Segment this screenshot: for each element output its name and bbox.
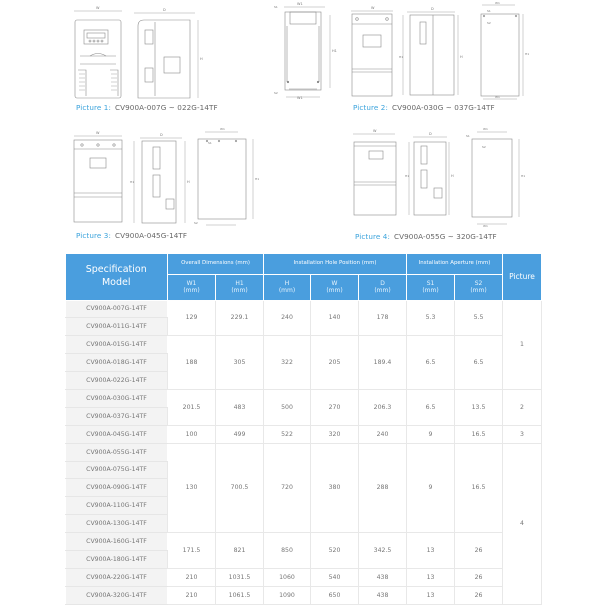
dim-s1-label: S1 [274, 5, 278, 9]
dim-h1-side-label: H1 [405, 174, 410, 178]
value-cell-h: 322 [264, 336, 311, 390]
model-cell: CV900A-022G-14TF [66, 372, 168, 390]
table-row [66, 533, 542, 551]
value-cell-s2: 5.5 [455, 300, 503, 336]
column-name: W [331, 279, 338, 287]
column-header-h [264, 274, 311, 300]
dim-h-label: H [451, 174, 454, 178]
dim-h1-label: H1 [255, 177, 260, 181]
dim-w-label: W [373, 129, 377, 133]
value-cell-s2: 6.5 [455, 336, 503, 390]
dim-s2-label: S2 [487, 21, 491, 25]
value-cell-w1: 171.5 [168, 533, 216, 569]
picture-2-label: Picture 2: [353, 103, 388, 112]
column-unit: (mm) [326, 287, 343, 294]
model-cell: CV900A-045G-14TF [66, 425, 168, 443]
column-header-s2 [455, 274, 503, 300]
value-cell-d: 189.4 [359, 336, 407, 390]
value-cell-h: 1060 [264, 568, 311, 586]
value-cell-w1: 210 [168, 568, 216, 586]
column-header-h1 [216, 274, 264, 300]
dim-w1-label: W1 [297, 2, 303, 6]
column-header-w [311, 274, 359, 300]
value-cell-h1: 700.5 [216, 443, 264, 532]
model-cell: CV900A-110G-14TF [66, 497, 168, 515]
dim-w1-label: W1 [483, 127, 488, 131]
picture-number-cell: 2 [503, 389, 542, 425]
table-row [66, 389, 542, 407]
value-cell-s2: 16.5 [455, 425, 503, 443]
model-cell: CV900A-055G-14TF [66, 443, 168, 461]
picture-1-drawing [60, 0, 337, 120]
value-cell-h1: 1061.5 [216, 586, 264, 604]
value-cell-w1: 210 [168, 586, 216, 604]
header-installation-aperture: Installation Aperture (mm) [407, 254, 503, 274]
model-cell: CV900A-011G-14TF [66, 318, 168, 336]
dim-h1-label: H1 [332, 49, 337, 53]
value-cell-s1: 13 [407, 586, 455, 604]
picture-3-caption [76, 231, 187, 240]
column-unit: (mm) [374, 287, 391, 294]
value-cell-h: 850 [264, 533, 311, 569]
model-cell: CV900A-180G-14TF [66, 550, 168, 568]
picture-2 [335, 0, 550, 120]
picture-number-cell: 4 [503, 443, 542, 604]
value-cell-w: 540 [311, 568, 359, 586]
dim-h1-label: H1 [521, 174, 526, 178]
table-row [66, 336, 542, 354]
dim-h1-side-label: H1 [399, 55, 404, 59]
value-cell-h: 522 [264, 425, 311, 443]
column-name: S2 [474, 279, 483, 287]
value-cell-h1: 821 [216, 533, 264, 569]
dim-w-label: W [96, 6, 100, 10]
value-cell-s1: 13 [407, 568, 455, 586]
specification-table [65, 254, 542, 605]
column-header-w1 [168, 274, 216, 300]
value-cell-s1: 13 [407, 533, 455, 569]
value-cell-d: 438 [359, 586, 407, 604]
model-cell: CV900A-037G-14TF [66, 407, 168, 425]
dim-h-label: H [200, 57, 203, 61]
value-cell-s1: 5.3 [407, 300, 455, 336]
value-cell-w: 320 [311, 425, 359, 443]
model-cell: CV900A-220G-14TF [66, 568, 168, 586]
table-row [66, 443, 542, 461]
value-cell-w1: 129 [168, 300, 216, 336]
table-row [66, 568, 542, 586]
table-row [66, 586, 542, 604]
picture-1 [60, 0, 337, 120]
column-name: S1 [426, 279, 435, 287]
dim-w1-bottom-label: W1 [495, 95, 500, 99]
column-unit: (mm) [278, 287, 296, 294]
picture-4-model: CV900A-055G ~ 320G-14TF [394, 232, 497, 241]
value-cell-w: 380 [311, 443, 359, 532]
table-row [66, 425, 542, 443]
value-cell-h1: 229.1 [216, 300, 264, 336]
column-header-d [359, 274, 407, 300]
value-cell-s1: 9 [407, 425, 455, 443]
model-cell: CV900A-015G-14TF [66, 336, 168, 354]
picture-2-caption [353, 103, 495, 112]
value-cell-s1: 6.5 [407, 389, 455, 425]
value-cell-s2: 26 [455, 586, 503, 604]
column-name: W1 [186, 279, 197, 287]
picture-4-drawing [335, 115, 550, 245]
column-unit: (mm) [422, 287, 439, 294]
dim-d-label: D [429, 132, 432, 136]
value-cell-d: 288 [359, 443, 407, 532]
column-name: H [284, 279, 290, 287]
value-cell-w: 140 [311, 300, 359, 336]
model-cell: CV900A-018G-14TF [66, 354, 168, 372]
picture-2-model: CV900A-030G ~ 037G-14TF [392, 103, 495, 112]
picture-2-drawing [335, 0, 550, 120]
value-cell-h1: 499 [216, 425, 264, 443]
dim-w1-bottom-label: W1 [483, 224, 488, 228]
picture-1-model: CV900A-007G ~ 022G-14TF [115, 103, 218, 112]
picture-4-caption [355, 232, 497, 241]
dim-s2-label: S2 [482, 145, 486, 149]
value-cell-w: 270 [311, 389, 359, 425]
dim-s1-label: S1 [466, 134, 470, 138]
value-cell-w1: 130 [168, 443, 216, 532]
column-name: D [380, 279, 385, 287]
picture-4 [335, 115, 550, 245]
column-name: H1 [235, 279, 244, 287]
value-cell-h: 500 [264, 389, 311, 425]
dim-s2-label: S2 [194, 221, 198, 225]
value-cell-h: 240 [264, 300, 311, 336]
picture-3-label: Picture 3: [76, 231, 111, 240]
picture-number-cell: 3 [503, 425, 542, 443]
value-cell-s2: 13.5 [455, 389, 503, 425]
value-cell-h: 1090 [264, 586, 311, 604]
value-cell-d: 178 [359, 300, 407, 336]
value-cell-d: 342.5 [359, 533, 407, 569]
picture-3-model: CV900A-045G-14TF [115, 231, 188, 240]
dim-s1-label: S1 [208, 141, 212, 145]
value-cell-h1: 483 [216, 389, 264, 425]
dim-w1-label: W1 [220, 127, 225, 131]
value-cell-h1: 1031.5 [216, 568, 264, 586]
header-installation-hole-position: Installation Hole Position (mm) [264, 254, 407, 274]
dim-d-label: D [163, 8, 166, 12]
value-cell-w: 205 [311, 336, 359, 390]
value-cell-w: 650 [311, 586, 359, 604]
picture-3 [60, 125, 320, 245]
header-picture: Picture [503, 254, 542, 300]
dim-s1-label: S1 [487, 9, 491, 13]
dim-h-label: H [460, 55, 463, 59]
header-specification: Specification [85, 264, 147, 276]
model-cell: CV900A-160G-14TF [66, 533, 168, 551]
value-cell-w1: 201.5 [168, 389, 216, 425]
dim-d-label: D [431, 7, 434, 11]
picture-1-label: Picture 1: [76, 103, 111, 112]
dim-s2-label: S2 [274, 91, 278, 95]
model-cell: CV900A-030G-14TF [66, 389, 168, 407]
dim-h1-side-label: H1 [130, 180, 135, 184]
model-cell: CV900A-075G-14TF [66, 461, 168, 479]
dim-w-label: W [371, 6, 375, 10]
value-cell-w: 520 [311, 533, 359, 569]
dim-d-label: D [160, 133, 163, 137]
dim-w-label: W [96, 131, 100, 135]
value-cell-d: 438 [359, 568, 407, 586]
picture-4-label: Picture 4: [355, 232, 390, 241]
header-overall-dimensions: Overall Dimensions (mm) [168, 254, 264, 274]
picture-1-caption [76, 103, 218, 112]
value-cell-d: 206.3 [359, 389, 407, 425]
column-unit: (mm) [231, 287, 248, 294]
column-unit: (mm) [470, 287, 487, 294]
column-header-s1 [407, 274, 455, 300]
picture-number-cell: 1 [503, 300, 542, 389]
value-cell-s2: 26 [455, 568, 503, 586]
value-cell-s1: 9 [407, 443, 455, 532]
model-cell: CV900A-130G-14TF [66, 515, 168, 533]
model-cell: CV900A-090G-14TF [66, 479, 168, 497]
header-model: Model [101, 276, 131, 288]
dim-w1-bottom-label: W1 [297, 96, 303, 100]
model-cell: CV900A-320G-14TF [66, 586, 168, 604]
value-cell-s2: 16.5 [455, 443, 503, 532]
picture-3-drawing [60, 125, 320, 245]
dim-w1-label: W1 [495, 1, 500, 5]
dim-h1-label: H1 [525, 52, 530, 56]
value-cell-d: 240 [359, 425, 407, 443]
model-cell: CV900A-007G-14TF [66, 300, 168, 318]
dim-h-label: H [187, 180, 190, 184]
value-cell-w1: 188 [168, 336, 216, 390]
value-cell-s2: 26 [455, 533, 503, 569]
header-spec-model [66, 254, 168, 300]
value-cell-w1: 100 [168, 425, 216, 443]
value-cell-h: 720 [264, 443, 311, 532]
value-cell-s1: 6.5 [407, 336, 455, 390]
table-row [66, 300, 542, 318]
value-cell-h1: 305 [216, 336, 264, 390]
column-unit: (mm) [183, 287, 200, 294]
